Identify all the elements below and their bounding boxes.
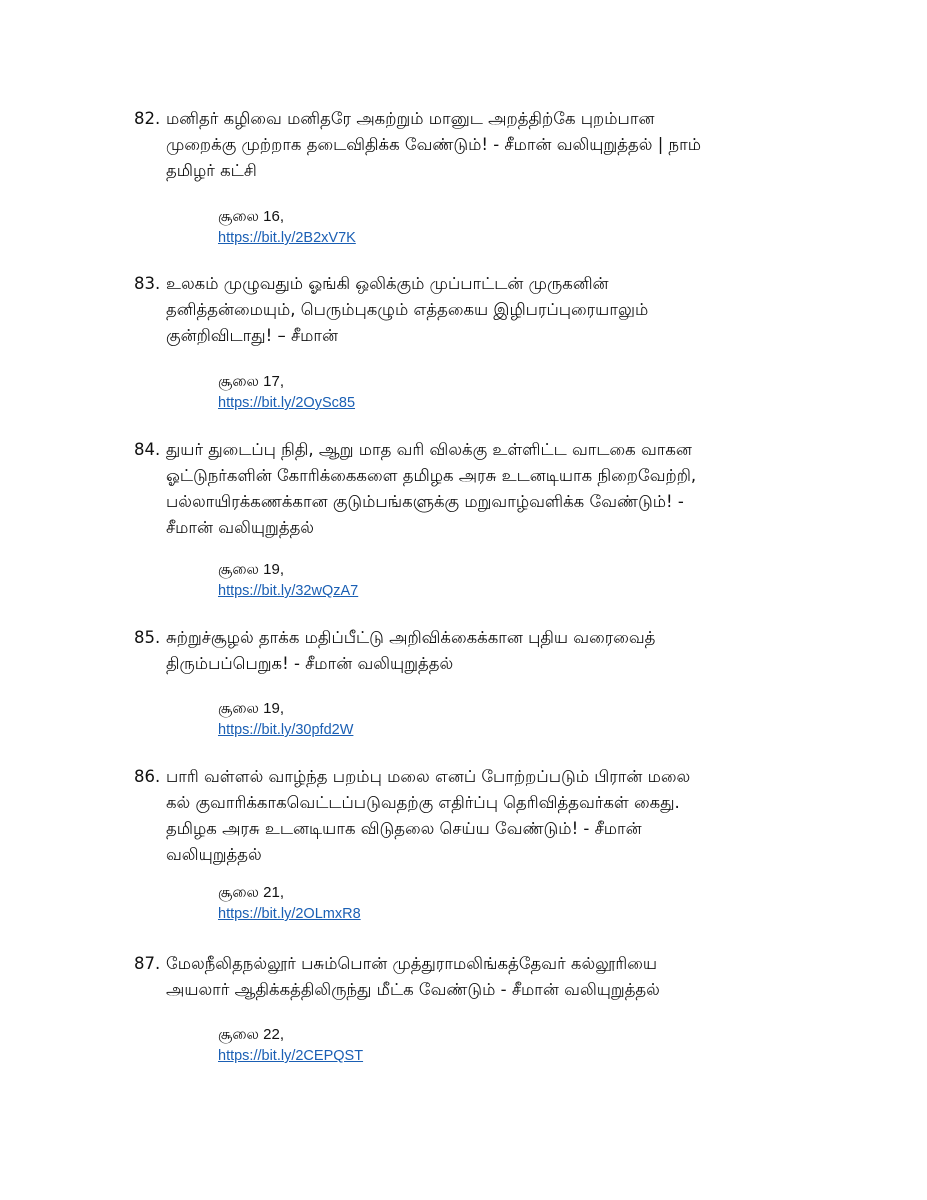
entry-title: மனிதர் கழிவை மனிதரே அகற்றும் மானுட அறத்திற்கே புறம்பான முறைக்கு முற்றாக தடைவிதிக்க வேண்டும்! - சீமான் வலியுறுத்தல் | நாம் தமிழர் கட்சி [166, 109, 701, 180]
entry-number: 87. [134, 954, 161, 973]
entry-meta [218, 206, 356, 248]
entry-date: சூலை 21, [218, 884, 285, 901]
entry-meta [218, 882, 361, 924]
entry-link[interactable]: https://bit.ly/2CEPQST [218, 1048, 364, 1064]
entry-title: துயர் துடைப்பு நிதி, ஆறு மாத வரி விலக்கு உள்ளிட்ட வாடகை வாகன ஓட்டுநர்களின் கோரிக்கைகளை தமிழக அரசு உடனடியாக நிறைவேற்றி, பல்லாயிரக்கணக்கான குடும்பங்களுக்கு மறுவாழ்வளிக்க வேண்டும்! - சீமான் வலியுறுத்தல் [166, 440, 697, 537]
entry-title: மேலநீலிதநல்லூர் பசும்பொன் முத்துராமலிங்கத்தேவர் கல்லூரியை அயலார் ஆதிக்கத்திலிருந்து மீட்க வேண்டும் - சீமான் வலியுறுத்தல் [166, 954, 660, 999]
entry-meta [218, 698, 353, 740]
entry-number: 84. [134, 440, 161, 459]
entry-title: உலகம் முழுவதும் ஓங்கி ஒலிக்கும் முப்பாட்டன் முருகனின் தனித்தன்மையும், பெரும்புகழும் எத்தகைய இழிபரப்புரையாலும் குன்றிவிடாது! – சீமான் [166, 274, 649, 345]
entry-meta [218, 371, 355, 413]
entry-number: 86. [134, 767, 161, 786]
entry-date: சூலை 22, [218, 1026, 285, 1043]
entry-number: 82. [134, 109, 161, 128]
entry-title: சுற்றுச்சூழல் தாக்க மதிப்பீட்டு அறிவிக்கைக்கான புதிய வரைவைத் திரும்பப்பெறுக! - சீமான் வலியுறுத்தல் [166, 628, 656, 673]
entry-meta [218, 1024, 363, 1066]
entry-date: சூலை 19, [218, 561, 285, 578]
entry-number: 85. [134, 628, 161, 647]
entry-date: சூலை 19, [218, 700, 285, 717]
entry-date: சூலை 17, [218, 373, 285, 390]
entry-link[interactable]: https://bit.ly/2B2xV7K [218, 230, 356, 246]
entry-date: சூலை 16, [218, 208, 285, 225]
entry-title: பாரி வள்ளல் வாழ்ந்த பறம்பு மலை எனப் போற்றப்படும் பிரான் மலை கல் குவாரிக்காகவெட்டப்படுவதற்கு எதிர்ப்பு தெரிவித்தவர்கள் கைது. தமிழக அரசு உடனடியாக விடுதலை செய்ய வேண்டும்! - சீமான் வலியுறுத்தல் [166, 767, 691, 864]
entry-link[interactable]: https://bit.ly/32wQzA7 [218, 583, 359, 599]
entry-link[interactable]: https://bit.ly/2OLmxR8 [218, 906, 361, 922]
entry-meta [218, 559, 358, 601]
entry-link[interactable]: https://bit.ly/30pfd2W [218, 722, 354, 738]
entry-number: 83. [134, 274, 161, 293]
entry-link[interactable]: https://bit.ly/2OySc85 [218, 395, 356, 411]
